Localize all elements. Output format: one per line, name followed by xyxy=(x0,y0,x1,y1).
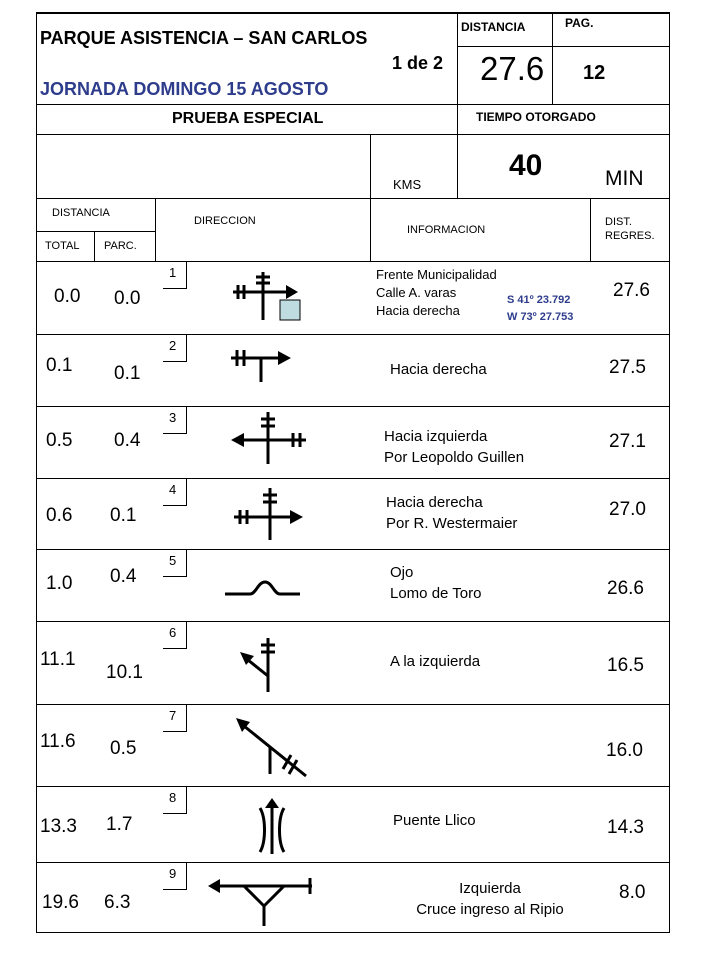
info-line: Hacia izquierda xyxy=(384,428,488,445)
row-number-box xyxy=(163,705,187,732)
row-number: 2 xyxy=(169,338,177,353)
partial-distance: 0.1 xyxy=(114,363,141,384)
row-number: 6 xyxy=(169,625,177,640)
hdr-vline-1 xyxy=(457,12,458,134)
total-distance: 11.6 xyxy=(40,731,76,752)
row-line xyxy=(36,704,670,705)
row-line xyxy=(36,621,670,622)
row-line xyxy=(36,261,670,262)
info-text xyxy=(398,878,582,920)
tiempo-label: TIEMPO OTORGADO xyxy=(476,110,596,124)
straight-diagonal-icon xyxy=(232,714,314,780)
info-line: Por Leopoldo Guillen xyxy=(384,449,525,466)
row-number: 1 xyxy=(169,265,177,280)
row-number: 8 xyxy=(169,790,177,805)
info-line: Hacia derecha xyxy=(376,303,460,318)
info-line: Ojo xyxy=(390,564,414,581)
hdr-vline-3 xyxy=(370,134,371,198)
row-number: 5 xyxy=(169,553,177,568)
regress-distance: 27.0 xyxy=(609,499,646,520)
distancia-value: 27.6 xyxy=(480,50,545,87)
partial-distance: 1.7 xyxy=(106,814,133,835)
row-number-box xyxy=(163,335,187,362)
hdr-vline-4 xyxy=(457,134,458,198)
regress-distance: 27.5 xyxy=(609,357,646,378)
info-text xyxy=(386,492,517,534)
marker-square xyxy=(280,300,300,320)
row-line xyxy=(36,862,670,863)
row-line xyxy=(36,334,670,335)
turn-right-icon xyxy=(230,268,320,324)
gps-coordinates xyxy=(507,292,573,326)
row-line xyxy=(36,406,670,407)
hdr-vline-2 xyxy=(552,12,553,104)
bridge-icon xyxy=(250,798,294,860)
row-number-box xyxy=(163,262,187,289)
info-text xyxy=(393,810,476,831)
tiempo-value: 40 xyxy=(509,149,543,182)
junction-left-icon xyxy=(206,872,318,928)
row-line xyxy=(36,786,670,787)
total-distance: 11.1 xyxy=(40,649,76,670)
distancia-label: DISTANCIA xyxy=(461,20,526,34)
info-text xyxy=(376,266,497,320)
page-title: PARQUE ASISTENCIA – SAN CARLOS xyxy=(40,28,368,48)
regress-distance: 8.0 xyxy=(619,882,646,903)
partial-distance: 0.4 xyxy=(114,430,141,451)
row-number-box xyxy=(163,550,187,577)
col-hline xyxy=(36,231,155,232)
col-distancia: DISTANCIA xyxy=(52,207,110,219)
info-text xyxy=(390,359,487,380)
regress-distance: 27.6 xyxy=(613,280,650,301)
total-distance: 13.3 xyxy=(40,816,77,837)
hdr-hline-2 xyxy=(36,104,670,105)
info-line: A la izquierda xyxy=(390,653,481,670)
info-line: Puente Llico xyxy=(393,812,476,829)
info-line: Hacia derecha xyxy=(390,361,487,378)
total-distance: 0.5 xyxy=(46,430,73,451)
col-informacion: INFORMACION xyxy=(407,224,486,236)
hdr-hline-3 xyxy=(36,134,670,135)
regress-distance: 16.0 xyxy=(606,740,643,761)
row-line xyxy=(36,478,670,479)
partial-distance: 6.3 xyxy=(104,892,131,913)
col-vline-c xyxy=(370,198,371,261)
keep-left-icon xyxy=(234,634,284,694)
kms-label: KMS xyxy=(393,177,422,192)
row-number-box xyxy=(163,787,187,814)
prueba-label: PRUEBA ESPECIAL xyxy=(172,110,324,127)
info-line: Calle A. varas xyxy=(376,285,457,300)
info-text xyxy=(384,426,524,468)
regress-distance: 27.1 xyxy=(609,431,646,452)
row-number: 9 xyxy=(169,866,177,881)
info-line: Lomo de Toro xyxy=(390,585,482,602)
col-vline-a xyxy=(155,198,156,261)
partial-distance: 0.1 xyxy=(110,505,137,526)
total-distance: 0.6 xyxy=(46,505,73,526)
hdr-hline-1 xyxy=(457,46,669,47)
row-number-box xyxy=(163,407,187,434)
partial-distance: 10.1 xyxy=(106,662,143,683)
pag-label: PAG. xyxy=(565,16,594,30)
col-vline-d xyxy=(590,198,591,261)
row-number-box xyxy=(163,622,187,649)
info-text xyxy=(390,651,480,672)
partial-distance: 0.4 xyxy=(110,566,137,587)
total-distance: 19.6 xyxy=(42,892,79,913)
info-line: Cruce ingreso al Ripio xyxy=(416,901,564,918)
frame-left xyxy=(36,12,37,933)
frame-top xyxy=(36,12,670,14)
regress-distance: 14.3 xyxy=(607,817,644,838)
row-number-box xyxy=(163,479,187,506)
regress-distance: 16.5 xyxy=(607,655,644,676)
partial-distance: 0.5 xyxy=(110,738,137,759)
col-total: TOTAL xyxy=(45,240,80,252)
turn-left-icon xyxy=(228,408,312,466)
total-distance: 0.1 xyxy=(46,355,73,376)
gps-lat: S 41º 23.792 xyxy=(507,294,571,306)
row-number: 7 xyxy=(169,708,177,723)
info-line: Frente Municipalidad xyxy=(376,267,497,282)
row-number-box xyxy=(163,863,187,890)
turn-right-icon xyxy=(230,484,314,542)
page-of: 1 de 2 xyxy=(392,53,444,73)
col-dist-regres-2: REGRES. xyxy=(605,230,655,242)
speed-bump-icon xyxy=(222,576,304,600)
min-label: MIN xyxy=(605,167,644,190)
regress-distance: 26.6 xyxy=(607,578,644,599)
row-line xyxy=(36,549,670,550)
col-dist-regres-1: DIST. xyxy=(605,216,632,228)
row-number: 3 xyxy=(169,410,177,425)
row-number: 4 xyxy=(169,482,177,497)
col-vline-b xyxy=(94,231,95,261)
frame-bottom xyxy=(36,932,670,933)
jornada-label: JORNADA DOMINGO 15 AGOSTO xyxy=(40,79,329,99)
partial-distance: 0.0 xyxy=(114,288,141,309)
total-distance: 0.0 xyxy=(54,286,81,307)
info-line: Hacia derecha xyxy=(386,494,483,511)
info-line: Por R. Westermaier xyxy=(386,515,518,532)
gps-lon: W 73º 27.753 xyxy=(507,311,574,323)
turn-right-icon xyxy=(228,348,298,384)
col-direccion: DIRECCION xyxy=(194,215,256,227)
info-text xyxy=(390,562,481,604)
frame-right xyxy=(669,12,670,933)
col-parc: PARC. xyxy=(104,240,137,252)
total-distance: 1.0 xyxy=(46,573,73,594)
pag-value: 12 xyxy=(583,62,606,84)
info-line: Izquierda xyxy=(459,880,521,897)
hdr-hline-4 xyxy=(36,198,670,199)
